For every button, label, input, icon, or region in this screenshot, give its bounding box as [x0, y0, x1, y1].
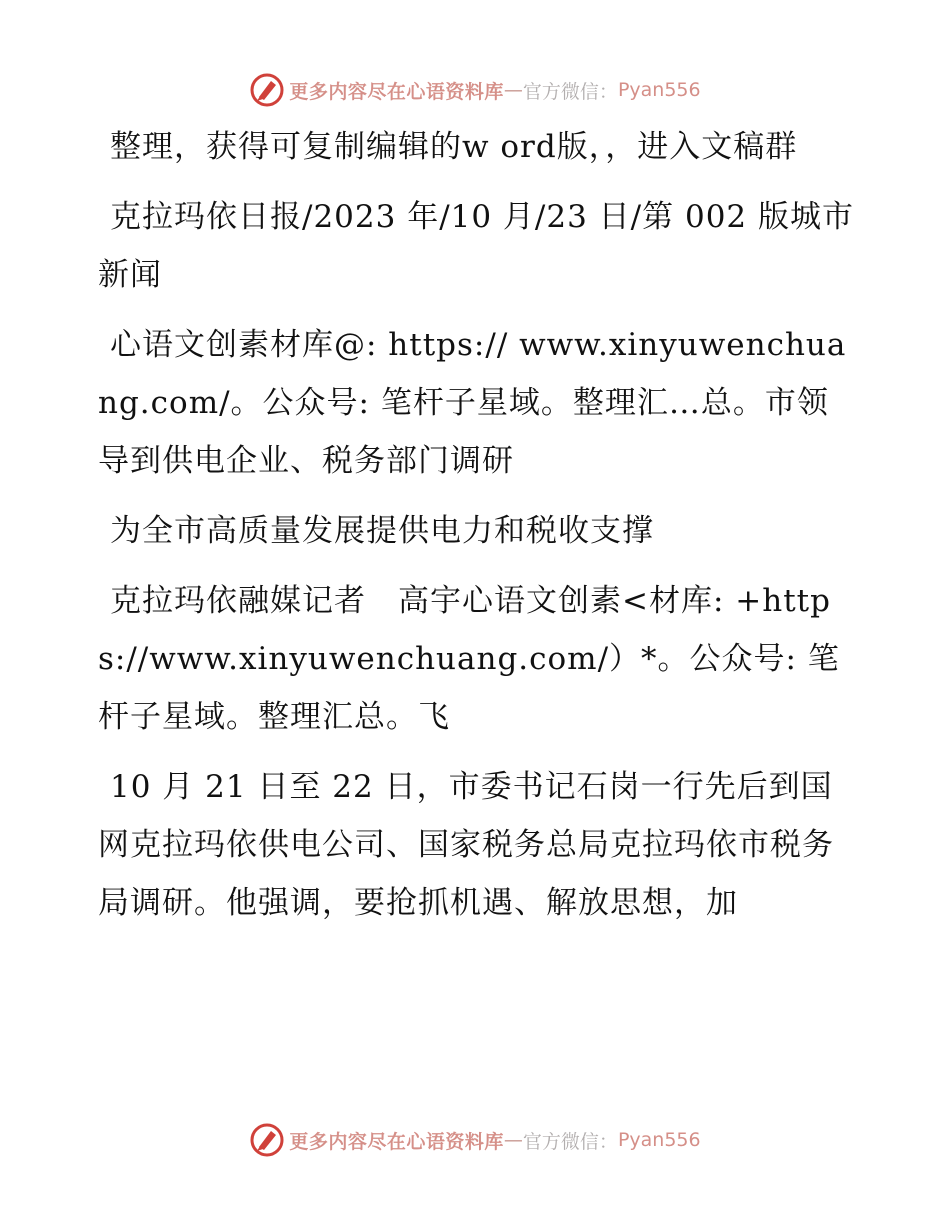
paragraph: 10 月 21 日至 22 日，市委书记石岗一行先后到国网克拉玛依供电公司、国家税务总局克拉玛依市税务局调研。他强调，要抢抓机遇、解放思想，加 [98, 769, 834, 921]
pen-seal-icon [249, 72, 285, 108]
document-body [98, 118, 858, 944]
paragraph: 整理，获得可复制编辑的w ord版，，进入文稿群 [110, 129, 798, 165]
paragraph: 为全市高质量发展提供电力和税收支撑 [110, 513, 654, 549]
banner-separator: — [503, 79, 523, 101]
paragraph: 克拉玛依日报/2023 年/10 月/23 日/第 002 版城市新闻 [98, 199, 855, 293]
paragraph: 克拉玛依融媒记者 高宇心语文创素<材库: +https://www.xinyuwenchuang.com/）*。公众号: 笔杆子星域。整理汇总。飞 [98, 583, 840, 735]
banner-wechat-id: Pyan556 [617, 1129, 701, 1151]
banner-official-label: 官方微信： [522, 80, 618, 103]
banner-text: 更多内容尽在心语资料库 [289, 80, 504, 103]
pen-seal-icon [249, 1122, 285, 1158]
banner-official-label: 官方微信： [522, 1130, 618, 1153]
banner-text: 更多内容尽在心语资料库 [289, 1130, 504, 1153]
banner-wechat-id: Pyan556 [617, 79, 701, 101]
footer-banner [0, 1120, 950, 1160]
header-banner [0, 70, 950, 110]
banner-separator: — [503, 1129, 523, 1151]
paragraph: 心语文创素材库@: https:// www.xinyuwenchuang.com/。公众号: 笔杆子星域。整理汇…总。市领导到供电企业、税务部门调研 [98, 327, 847, 479]
